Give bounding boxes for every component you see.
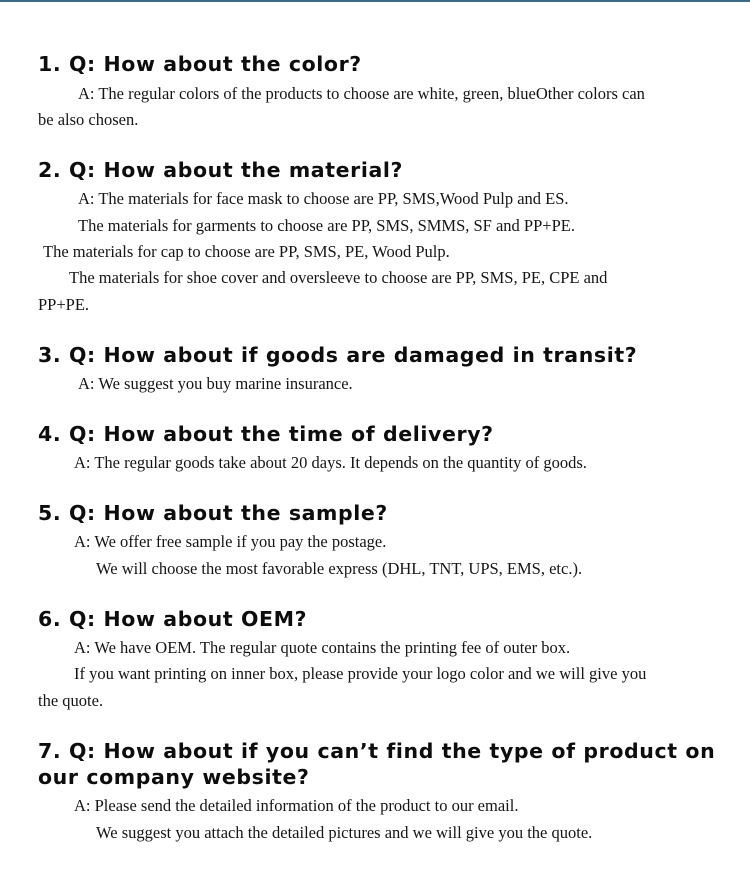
faq-2-answer-line-4: The materials for shoe cover and oversleeve to choose are PP, SMS, PE, CPE and [69,268,608,287]
faq-6-answer-line-3: the quote. [38,691,104,710]
faq-5-answer-line-1: A: We offer free sample if you pay the postage. [74,532,387,551]
faq-5-question: 5. Q: How about the sample? [38,501,388,525]
faq-6-answer-line-1: A: We have OEM. The regular quote contains the printing fee of outer box. [74,638,571,657]
faq-2-answer-line-1: A: The materials for face mask to choose are PP, SMS,Wood Pulp and ES. [78,189,569,208]
faq-7-answer-line-1: A: Please send the detailed information of the product to our email. [74,796,519,815]
faq-6-question: 6. Q: How about OEM? [38,607,308,631]
faq-6-answer-line-2: If you want printing on inner box, please provide your logo color and we will give you [74,664,647,683]
top-divider [0,0,750,2]
faq-3-answer-line-1: A: We suggest you buy marine insurance. [78,374,353,393]
faq-2-question: 2. Q: How about the material? [38,158,404,182]
faq-5-answer-line-2: We will choose the most favorable express (DHL, TNT, UPS, EMS, etc.). [96,559,583,578]
faq-2-answer-line-5: PP+PE. [38,295,90,314]
faq-1-answer-line-1: A: The regular colors of the products to choose are white, green, blueOther colors can [78,84,645,103]
faq-3-question: 3. Q: How about if goods are damaged in transit? [38,343,638,367]
faq-2-answer-line-2: The materials for garments to choose are PP, SMS, SMMS, SF and PP+PE. [78,216,575,235]
faq-7-question: 7. Q: How about if you can’t find the type of product on our company website? [38,739,716,789]
faq-1-question: 1. Q: How about the color? [38,52,362,76]
faq-2-answer-line-3: The materials for cap to choose are PP, SMS, PE, Wood Pulp. [43,242,450,261]
faq-4-question: 4. Q: How about the time of delivery? [38,422,494,446]
faq-1-answer-line-2: be also chosen. [38,110,139,129]
faq-4-answer-line-1: A: The regular goods take about 20 days. It depends on the quantity of goods. [74,453,587,472]
faq-7-answer-line-2: We suggest you attach the detailed pictures and we will give you the quote. [96,823,593,842]
